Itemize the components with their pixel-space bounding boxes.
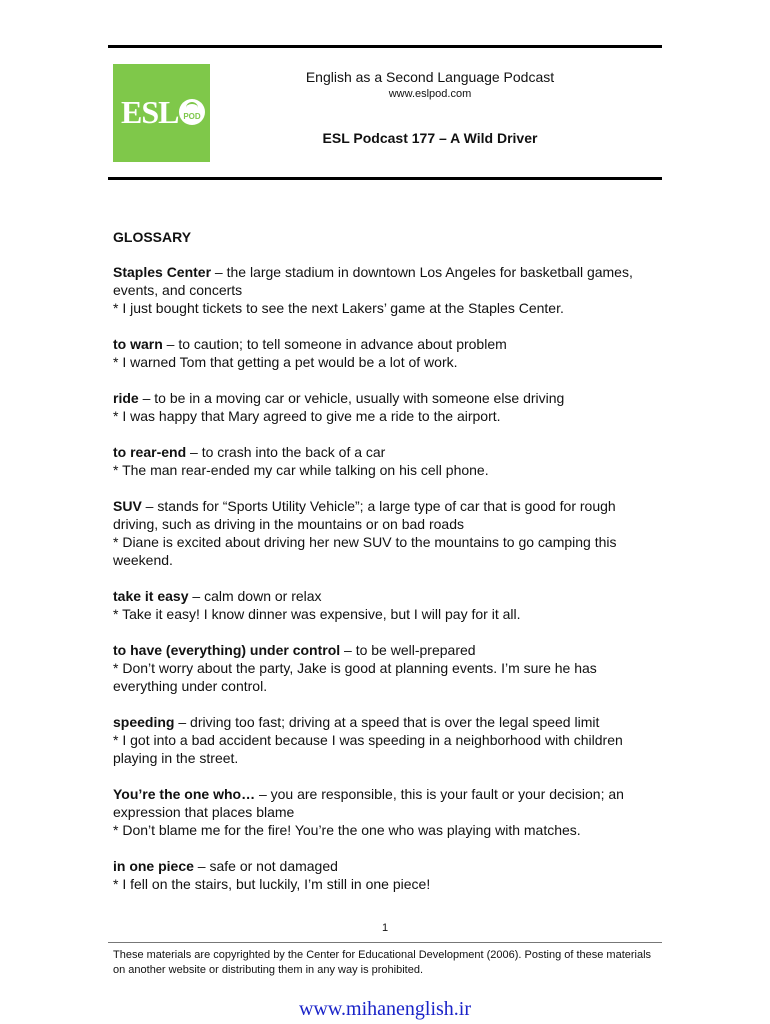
entry-definition-line [113, 443, 663, 461]
website-link[interactable]: www.eslpod.com [388, 88, 472, 100]
glossary-entry [113, 785, 663, 839]
entry-definition-line [113, 335, 663, 353]
glossary-entry [113, 497, 663, 569]
glossary-entry [113, 443, 663, 479]
entry-example: * I fell on the stairs, but luckily, I’m still in one piece! [113, 876, 431, 892]
entry-definition-line [113, 497, 663, 533]
entry-definition-line [113, 713, 663, 731]
entry-definition: – calm down or relax [188, 588, 322, 604]
entry-definition: – to caution; to tell someone in advance about problem [162, 336, 507, 352]
entry-example: * The man rear-ended my car while talking on his cell phone. [113, 462, 489, 478]
entry-example: * I was happy that Mary agreed to give me a ride to the airport. [113, 408, 501, 424]
entry-definition-line [113, 857, 663, 875]
glossary-entry [113, 389, 663, 425]
entry-term: SUV [113, 498, 142, 514]
entry-definition-line [113, 263, 663, 299]
broadcast-icon [186, 102, 198, 112]
header-bottom-rule [108, 177, 662, 180]
entry-example: * Don’t blame me for the fire! You’re the one who was playing with matches. [113, 822, 581, 838]
episode-title: ESL Podcast 177 – A Wild Driver [322, 130, 538, 146]
copyright-notice: These materials are copyrighted by the Center for Educational Development (2006). Posting of these materials on another website or distributing them in any way is prohibited. [113, 949, 652, 976]
entry-term: take it easy [113, 588, 189, 604]
glossary-entry [113, 857, 663, 893]
entry-definition: – stands for “Sports Utility Vehicle”; a large type of car that is good for rough driving, such as driving in the mountains or on bad roads [113, 498, 616, 532]
entry-definition-line [113, 587, 663, 605]
entry-term: in one piece [113, 858, 194, 874]
header-top-rule [108, 45, 662, 48]
entry-example: * I warned Tom that getting a pet would be a lot of work. [113, 354, 458, 370]
logo-pod-badge [179, 99, 205, 125]
entry-term: to have (everything) under control [113, 642, 341, 658]
glossary-entry [113, 263, 663, 317]
logo-esl-text: ESL [121, 94, 179, 130]
entry-term: to warn [113, 336, 163, 352]
entry-definition: – safe or not damaged [193, 858, 338, 874]
entry-example: * Take it easy! I know dinner was expensive, but I will pay for it all. [113, 606, 521, 622]
entry-example: * Diane is excited about driving her new SUV to the mountains to go camping this weekend. [113, 534, 617, 568]
entry-definition: – you are responsible, this is your fault or your decision; an expression that places blame [113, 786, 624, 820]
entry-definition: – the large stadium in downtown Los Angeles for basketball games, events, and concerts [113, 264, 633, 298]
watermark-website-link[interactable]: www.mihanenglish.ir [298, 998, 471, 1020]
entry-term: You’re the one who… [113, 786, 256, 802]
podcast-name: English as a Second Language Podcast [305, 69, 555, 85]
entry-term: Staples Center [113, 264, 212, 280]
glossary-entry [113, 641, 663, 695]
glossary-heading: GLOSSARY [113, 229, 192, 245]
entry-definition: – to be in a moving car or vehicle, usually with someone else driving [138, 390, 565, 406]
entry-term: ride [113, 390, 139, 406]
logo-pod-text: POD [183, 112, 201, 121]
entry-term: speeding [113, 714, 175, 730]
glossary-entry [113, 713, 663, 767]
entry-example: * I just bought tickets to see the next Lakers’ game at the Staples Center. [113, 300, 564, 316]
glossary-entry [113, 587, 663, 623]
glossary-entry [113, 335, 663, 371]
entry-definition-line [113, 785, 663, 821]
eslpod-logo [113, 64, 210, 162]
entry-definition: – to crash into the back of a car [186, 444, 386, 460]
page-number: 1 [381, 922, 389, 934]
glossary-section [113, 228, 663, 911]
footer-rule [108, 942, 662, 943]
entry-example: * I got into a bad accident because I was speeding in a neighborhood with children playing in the street. [113, 732, 623, 766]
entry-definition-line [113, 389, 663, 407]
entry-term: to rear-end [113, 444, 187, 460]
entry-definition-line [113, 641, 663, 659]
entry-definition: – driving too fast; driving at a speed that is over the legal speed limit [174, 714, 600, 730]
entry-definition: – to be well-prepared [340, 642, 476, 658]
entry-example: * Don’t worry about the party, Jake is good at planning events. I’m sure he has everything under control. [113, 660, 597, 694]
glossary-list [113, 263, 663, 893]
